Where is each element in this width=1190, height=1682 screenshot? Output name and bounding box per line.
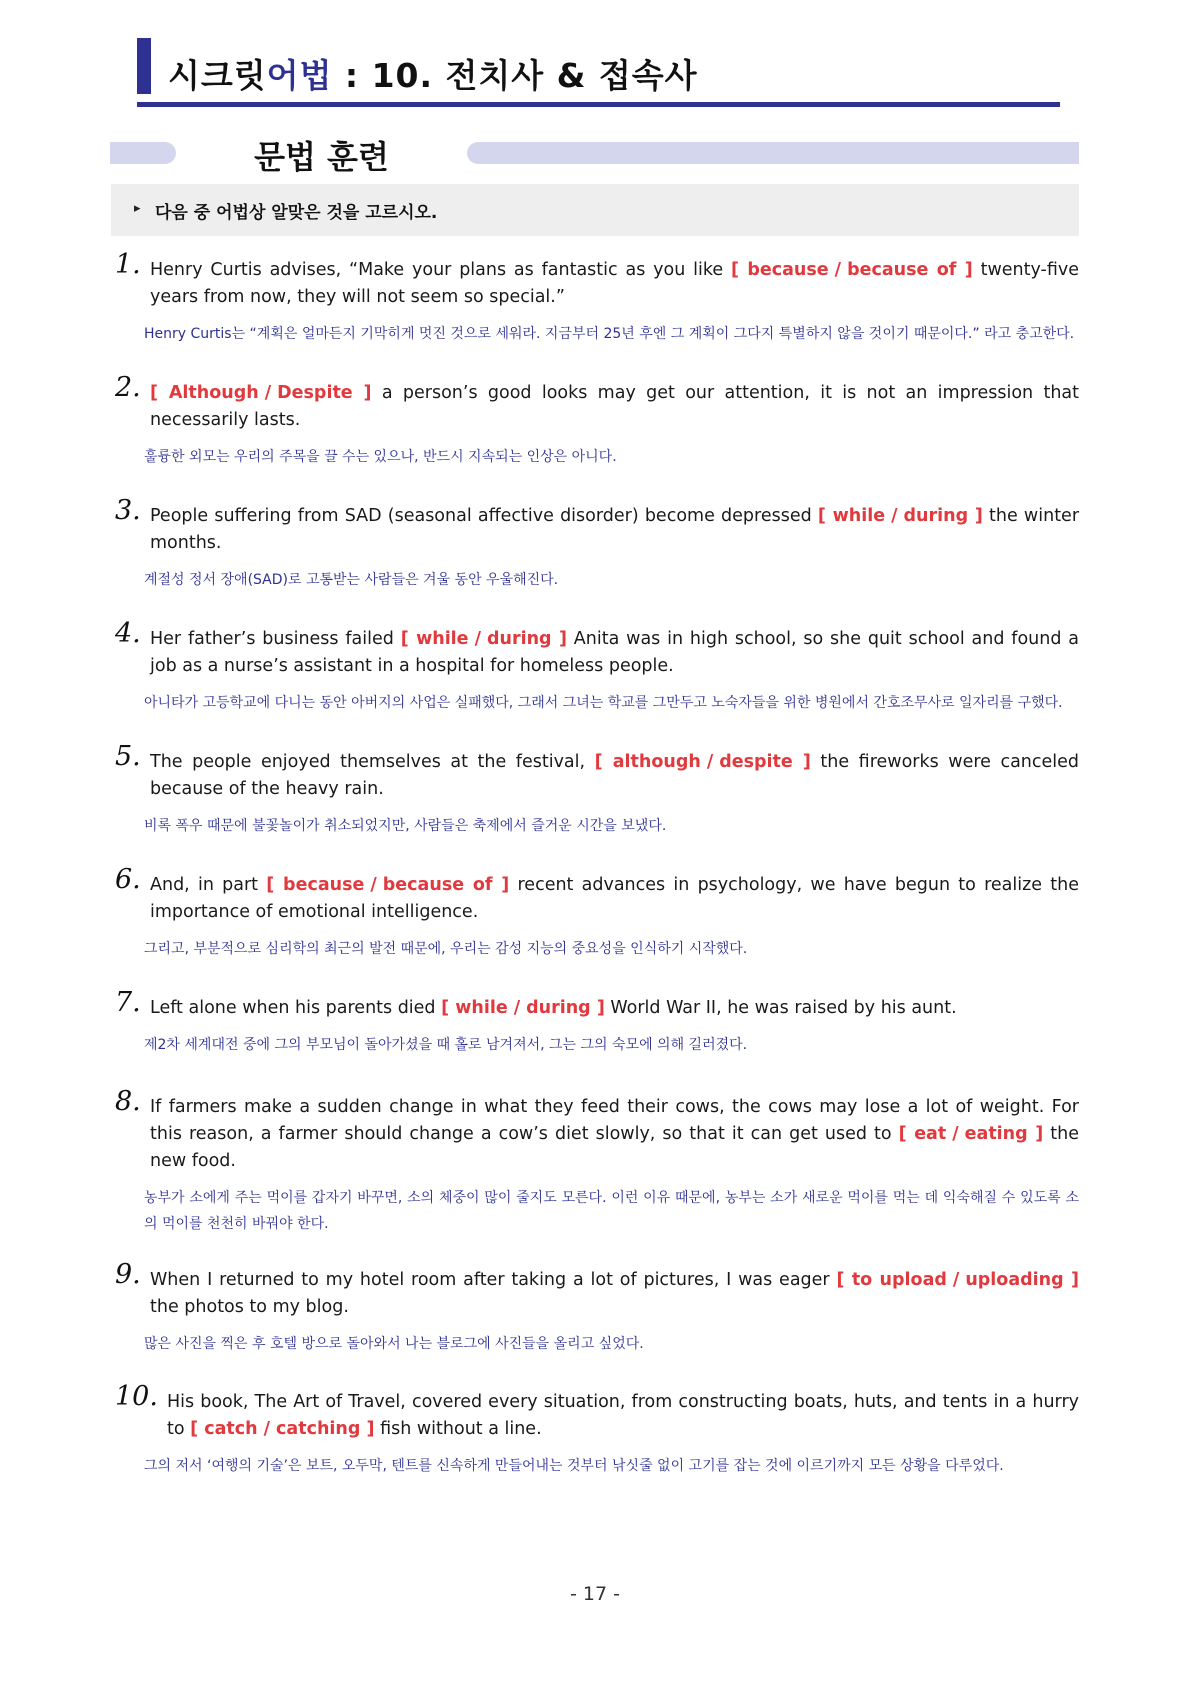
answer-choice[interactable]: [ while / during ] bbox=[400, 629, 567, 649]
section-tab-left bbox=[110, 142, 176, 164]
header-accent-bar bbox=[137, 38, 151, 94]
answer-choice[interactable]: [ because / because of ] bbox=[730, 260, 973, 280]
korean-translation: 그리고, 부분적으로 심리학의 최근의 발전 때문에, 우리는 감성 지능의 중요성을 인식하기 시작했다. bbox=[144, 941, 748, 957]
question-number: 1. bbox=[115, 249, 141, 280]
question-number: 4. bbox=[115, 618, 141, 649]
answer-choice[interactable]: [ while / during ] bbox=[817, 506, 983, 526]
question-sentence: And, in part [ because / because of ] recent advances in psychology, we have begun to realize the importance of emotional intelligence. bbox=[150, 875, 1080, 922]
question-number: 9. bbox=[115, 1259, 141, 1290]
question-2 bbox=[111, 372, 1080, 470]
instruction-text: 다음 중 어법상 알맞은 것을 고르시오. bbox=[155, 203, 438, 223]
question-3 bbox=[111, 495, 1080, 593]
question-sentence: People suffering from SAD (seasonal affective disorder) become depressed [ while / during ] the winter months. bbox=[150, 506, 1080, 553]
korean-translation: Henry Curtis는 “계획은 얼마든지 기막히게 멋진 것으로 세워라. 지금부터 25년 후엔 그 계획이 그다지 특별하지 않을 것이기 때문이다.” 라고 충고한다. bbox=[144, 326, 1075, 342]
question-number: 8. bbox=[115, 1086, 141, 1117]
korean-translation: 농부가 소에게 주는 먹이를 갑자기 바꾸면, 소의 체중이 많이 줄지도 모른다. 이런 이유 때문에, 농부는 소가 새로운 먹이를 먹는 데 익숙해질 수 있도록 소의 먹이를 천천히 바꿔야 한다. bbox=[144, 1190, 1079, 1232]
page-title: 시크릿어법 : 10. 전치사 & 접속사 bbox=[168, 56, 698, 95]
question-8 bbox=[111, 1086, 1080, 1237]
question-1 bbox=[111, 249, 1080, 347]
question-number: 6. bbox=[115, 864, 141, 895]
section-title: 문법 훈련 bbox=[254, 138, 389, 176]
instruction-box bbox=[111, 184, 1079, 236]
answer-choice[interactable]: [ although / despite ] bbox=[594, 752, 811, 772]
question-5 bbox=[111, 741, 1080, 839]
header-rule bbox=[137, 102, 1060, 107]
answer-choice[interactable]: [ because / because of ] bbox=[266, 875, 510, 895]
answer-choice[interactable]: [ while / during ] bbox=[441, 998, 605, 1018]
question-sentence: Henry Curtis advises, “Make your plans as fantastic as you like [ because / because of ] twenty-five years from now, they will not seem so special.” bbox=[150, 260, 1080, 307]
page-number: - 17 - bbox=[570, 1583, 620, 1605]
korean-translation: 아니타가 고등학교에 다니는 동안 아버지의 사업은 실패했다, 그래서 그녀는 학교를 그만두고 노숙자들을 위한 병원에서 간호조무사로 일자리를 구했다. bbox=[144, 695, 1063, 711]
section-tab-right bbox=[467, 142, 1079, 164]
triangle-bullet-icon: ▸ bbox=[134, 201, 141, 216]
question-9 bbox=[111, 1259, 1079, 1357]
question-number: 3. bbox=[115, 495, 141, 526]
korean-translation: 계절성 정서 장애(SAD)로 고통받는 사람들은 겨울 동안 우울해진다. bbox=[144, 572, 559, 588]
answer-choice[interactable]: [ Although / Despite ] bbox=[150, 383, 372, 403]
question-sentence: The people enjoyed themselves at the festival, [ although / despite ] the fireworks were canceled because of the heavy rain. bbox=[150, 752, 1080, 799]
answer-choice[interactable]: [ eat / eating ] bbox=[898, 1124, 1044, 1144]
question-number: 7. bbox=[115, 987, 141, 1018]
question-number: 2. bbox=[115, 372, 141, 403]
question-sentence: His book, The Art of Travel, covered every situation, from constructing boats, huts, and tents in a hurry to [ catch / catching ] fish without a line. bbox=[167, 1392, 1079, 1439]
question-sentence: If farmers make a sudden change in what they feed their cows, the cows may lose a lot of weight. For this reason, a farmer should change a cow’s diet slowly, so that it can get used to [ eat / eating ] the new food. bbox=[150, 1097, 1080, 1171]
korean-translation: 훌륭한 외모는 우리의 주목을 끌 수는 있으나, 반드시 지속되는 인상은 아니다. bbox=[144, 449, 617, 465]
korean-translation: 많은 사진을 찍은 후 호텔 방으로 돌아와서 나는 블로그에 사진들을 올리고 싶었다. bbox=[144, 1336, 644, 1352]
question-number: 5. bbox=[115, 741, 141, 772]
answer-choice[interactable]: [ to upload / uploading ] bbox=[836, 1270, 1079, 1290]
question-number: 10. bbox=[115, 1381, 158, 1412]
korean-translation: 그의 저서 ‘여행의 기술’은 보트, 오두막, 텐트를 신속하게 만들어내는 것부터 낚싯줄 없이 고기를 잡는 것에 이르기까지 모든 상황을 다루었다. bbox=[144, 1458, 1004, 1474]
question-sentence: When I returned to my hotel room after taking a lot of pictures, I was eager [ to upload / uploading ] the photos to my blog. bbox=[150, 1270, 1079, 1317]
question-sentence: Her father’s business failed [ while / during ] Anita was in high school, so she quit school and found a job as a nurse’s assistant in a hospital for homeless people. bbox=[150, 629, 1080, 676]
korean-translation: 제2차 세계대전 중에 그의 부모님이 돌아가셨을 때 홀로 남겨져서, 그는 그의 숙모에 의해 길러졌다. bbox=[144, 1037, 748, 1053]
question-sentence: Left alone when his parents died [ while / during ] World War II, he was raised by his aunt. bbox=[150, 998, 957, 1018]
question-sentence: [ Although / Despite ] a person’s good looks may get our attention, it is not an impression that necessarily lasts. bbox=[150, 383, 1080, 430]
question-7 bbox=[111, 987, 1079, 1058]
question-6 bbox=[111, 864, 1080, 962]
answer-choice[interactable]: [ catch / catching ] bbox=[190, 1419, 375, 1439]
question-10 bbox=[111, 1381, 1079, 1479]
question-4 bbox=[111, 618, 1080, 716]
korean-translation: 비록 폭우 때문에 불꽃놀이가 취소되었지만, 사람들은 축제에서 즐거운 시간을 보냈다. bbox=[144, 818, 667, 834]
